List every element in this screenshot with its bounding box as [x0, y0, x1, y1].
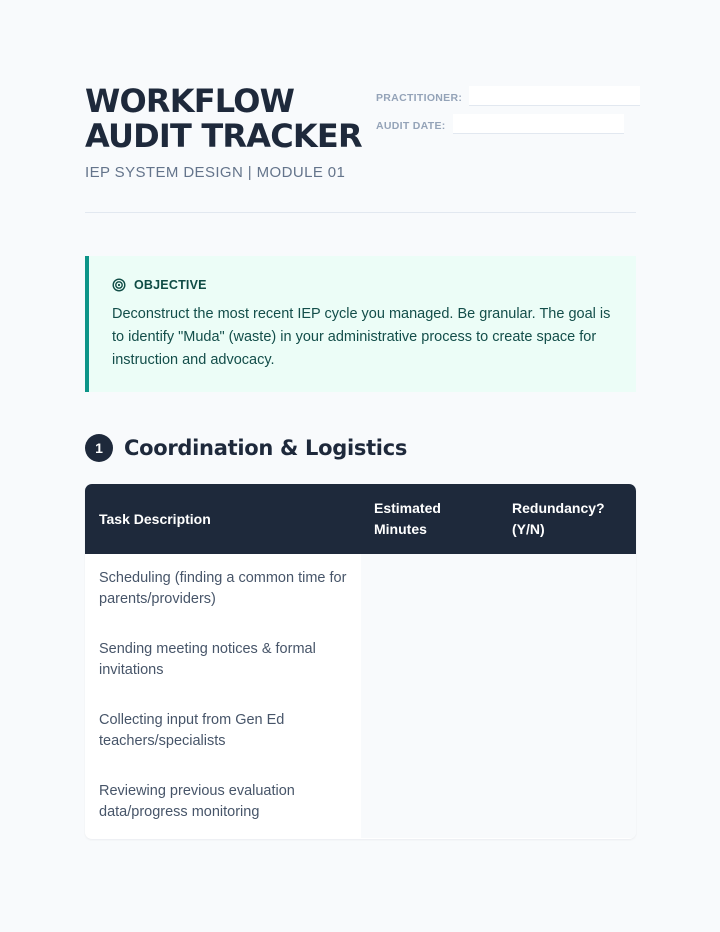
table-row: [85, 696, 636, 767]
minutes-cell[interactable]: [361, 767, 499, 838]
column-header-redundancy: Redundancy? (Y/N): [512, 500, 605, 537]
task-table: [85, 484, 636, 839]
practitioner-row: [376, 86, 640, 106]
task-cell: Collecting input from Gen Ed teachers/specialists: [85, 696, 361, 767]
redundancy-cell[interactable]: [499, 767, 636, 838]
redundancy-cell[interactable]: [499, 625, 636, 696]
redundancy-cell[interactable]: [499, 696, 636, 767]
audit-date-row: [376, 114, 624, 134]
target-icon: [112, 278, 126, 292]
page-title: [85, 84, 375, 154]
page-subtitle: IEP SYSTEM DESIGN | MODULE 01: [85, 164, 346, 181]
audit-date-field[interactable]: [453, 114, 624, 134]
table-row: [85, 554, 636, 625]
practitioner-label: PRACTITIONER:: [376, 92, 463, 104]
task-cell: Reviewing previous evaluation data/progress monitoring: [85, 767, 361, 838]
objective-callout: [85, 256, 636, 392]
title-line-2: AUDIT TRACKER: [85, 117, 362, 155]
objective-heading: [112, 278, 207, 292]
minutes-cell[interactable]: [361, 554, 499, 625]
practitioner-field[interactable]: [469, 86, 640, 106]
column-header-task: Task Description: [99, 510, 211, 527]
table-row: [85, 625, 636, 696]
objective-label: OBJECTIVE: [134, 278, 207, 292]
redundancy-cell[interactable]: [499, 554, 636, 625]
audit-date-label: AUDIT DATE:: [376, 120, 446, 132]
column-header-minutes: Estimated Minutes: [374, 500, 441, 537]
title-line-1: WORKFLOW: [85, 82, 295, 120]
minutes-cell[interactable]: [361, 625, 499, 696]
header: [85, 84, 636, 184]
header-divider: [85, 212, 636, 213]
minutes-cell[interactable]: [361, 696, 499, 767]
task-cell: Scheduling (finding a common time for parents/providers): [85, 554, 361, 625]
table-row: [85, 767, 636, 838]
section-number-badge: 1: [85, 434, 113, 462]
section-title: Coordination & Logistics: [124, 436, 408, 460]
table-header: [85, 484, 636, 554]
task-cell: Sending meeting notices & formal invitations: [85, 625, 361, 696]
objective-text: Deconstruct the most recent IEP cycle you managed. Be granular. The goal is to identify "Muda" (waste) in your administrative process to create space for instruction and advocacy.: [112, 306, 611, 368]
section-heading: [85, 433, 407, 463]
